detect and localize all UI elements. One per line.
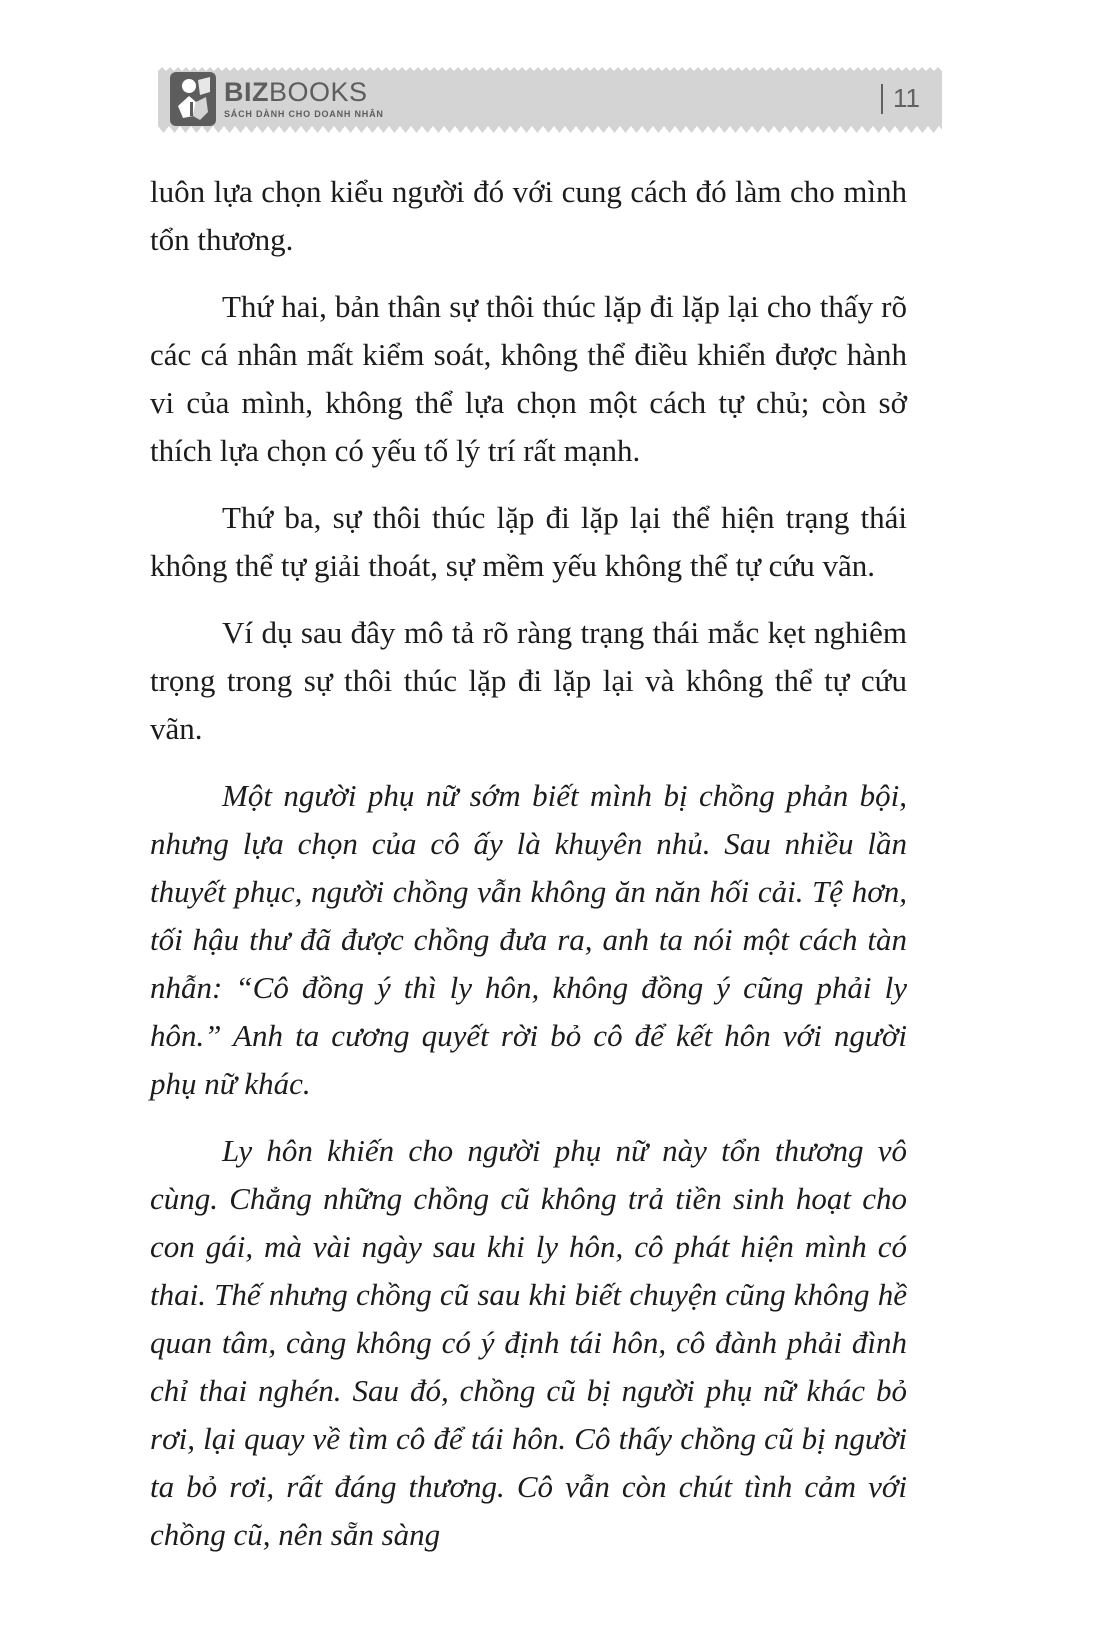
paragraph-4: Ví dụ sau đây mô tả rõ ràng trạng thái mắc kẹt nghiêm trọng trong sự thôi thúc lặp đi lặp lại và không thể tự cứu vãn. (150, 615, 907, 746)
brand-tagline: SÁCH DÀNH CHO DOANH NHÂN (224, 108, 384, 119)
bizbooks-businessman-icon (170, 72, 216, 126)
brand-part-books: BOOKS (269, 76, 368, 107)
page-text-body (150, 168, 907, 1578)
paragraph-3: Thứ ba, sự thôi thúc lặp đi lặp lại thể hiện trạng thái không thể tự giải thoát, sự mềm yếu không thể tự cứu vãn. (150, 500, 907, 583)
brand-part-biz: BIZ (224, 76, 269, 107)
zigzag-bottom-edge (158, 126, 942, 133)
page-number-value: 11 (893, 83, 920, 113)
bizbooks-logo (170, 72, 384, 126)
logo-text (224, 76, 384, 119)
brand-name (224, 76, 384, 107)
page-number-separator (881, 84, 883, 114)
header-band-inner (158, 71, 942, 126)
header-band (158, 71, 942, 126)
paragraph-6: Ly hôn khiến cho người phụ nữ này tổn thương vô cùng. Chẳng những chồng cũ không trả tiền sinh hoạt cho con gái, mà vài ngày sau khi ly hôn, cô phát hiện mình có thai. Thế nhưng chồng cũ sau khi biết chuyện cũng không hề quan tâm, càng không có ý định tái hôn, cô đành phải đình chỉ thai nghén. Sau đó, chồng cũ bị người phụ nữ khác bỏ rơi, lại quay về tìm cô để tái hôn. Cô thấy chồng cũ bị người ta bỏ rơi, rất đáng thương. Cô vẫn còn chút tình cảm với chồng cũ, nên sẵn sàng (150, 1133, 907, 1552)
paragraph-2: Thứ hai, bản thân sự thôi thúc lặp đi lặp lại cho thấy rõ các cá nhân mất kiểm soát, không thể điều khiển được hành vi của mình, không thể lựa chọn một cách tự chủ; còn sở thích lựa chọn có yếu tố lý trí rất mạnh. (150, 289, 907, 468)
paragraph-1: luôn lựa chọn kiểu người đó với cung cách đó làm cho mình tổn thương. (150, 174, 907, 257)
paragraph-5: Một người phụ nữ sớm biết mình bị chồng phản bội, nhưng lựa chọn của cô ấy là khuyên nhủ. Sau nhiều lần thuyết phục, người chồng vẫn không ăn năn hối cải. Tệ hơn, tối hậu thư đã được chồng đưa ra, anh ta nói một cách tàn nhẫn: “Cô đồng ý thì ly hôn, không đồng ý cũng phải ly hôn.” Anh ta cương quyết rời bỏ cô để kết hôn với người phụ nữ khác. (150, 778, 907, 1101)
page-number (881, 83, 920, 114)
